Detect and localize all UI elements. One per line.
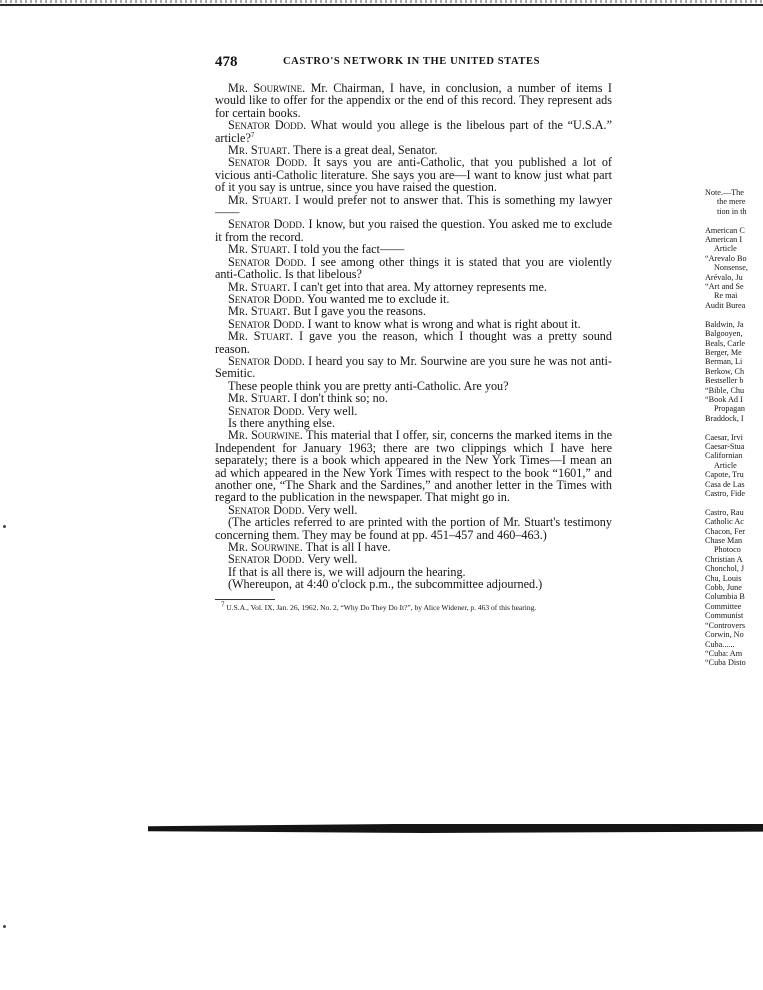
paragraph-text: I can't get into that area. My attorney represents me. xyxy=(290,279,547,294)
paragraph-text: I want to know what is wrong and what is right about it. xyxy=(304,316,581,331)
speaker-name: Mr. Stuart. xyxy=(228,242,291,257)
paragraph-text: Very well. xyxy=(304,403,358,418)
paragraph-text: Is there anything else. xyxy=(228,415,335,430)
index-entry: Re mai xyxy=(714,291,738,301)
page-bottom-shadow xyxy=(148,824,763,833)
paragraph-text: I told you the fact—— xyxy=(290,242,405,257)
speaker-name: Mr. Stuart. xyxy=(228,279,291,294)
index-entry: Caesar-Stua xyxy=(705,441,745,451)
index-entry: Casa de Las xyxy=(705,479,745,489)
paragraph-text: Mr. Chairman, I have, in conclusion, a number of items I would like to offer for the appendix or the end of this record. They represent ads for certain books. xyxy=(215,81,612,120)
index-entry: Photoco xyxy=(714,545,741,555)
testimony-body xyxy=(215,82,612,612)
paragraph-text: What would you allege is the libelous part of the “U.S.A.” article? xyxy=(215,118,612,145)
index-entry: Nonsense, xyxy=(714,263,748,273)
index-entry xyxy=(705,216,763,225)
index-entry: Article xyxy=(714,460,737,470)
adjacent-page-index-fragment xyxy=(705,188,763,668)
paragraph-text: That is all I have. xyxy=(302,540,391,555)
speaker-name: Senator Dodd. xyxy=(228,502,305,517)
paragraph-text: It says you are anti-Catholic, that you published a lot of vicious anti-Catholic literature. She says you are—I want to know just what part of it you say is untrue, since you have raised the question. xyxy=(215,155,612,195)
paragraph-text: This material that I offer, sir, concerns the marked items in the Independent for January 1963; there are two clippings which I have here separately; there is a book which appeared in the New York Times—I mean an ad which appeared in the New York Times with respect to the book “1601,” and another one, “The Shark and the Sardines,” and another letter in the Times with regard to the publication in the newspaper. That might go in. xyxy=(215,428,612,505)
index-entry: Cuba...... xyxy=(705,639,735,649)
paragraph-text: I know, but you raised the question. You asked me to exclude it from the record. xyxy=(215,217,613,244)
index-entry: Audit Burea xyxy=(705,300,746,310)
index-entry: Propagan xyxy=(714,404,745,414)
speaker-name: Mr. Stuart. xyxy=(228,391,291,406)
speaker-name: Mr. Stuart. xyxy=(228,329,294,344)
testimony-paragraph xyxy=(215,330,612,355)
paragraph-text: These people think you are pretty anti-Catholic. Are you? xyxy=(228,378,509,393)
page-header xyxy=(215,54,615,74)
testimony-paragraph xyxy=(215,256,612,281)
index-entry: Communist xyxy=(705,611,744,621)
index-entry: “Arevalo Bo xyxy=(705,253,747,263)
testimony-paragraph xyxy=(215,218,612,243)
running-head: CASTRO'S NETWORK IN THE UNITED STATES xyxy=(283,56,541,67)
index-entry: Chase Man xyxy=(705,536,743,546)
speaker-name: Senator Dodd. xyxy=(228,403,305,418)
testimony-paragraph xyxy=(215,194,612,219)
paragraph-text: You wanted me to exclude it. xyxy=(304,291,450,306)
testimony-paragraph xyxy=(215,119,612,144)
testimony-paragraph xyxy=(215,516,612,541)
index-entry: the mere xyxy=(717,197,746,207)
speaker-name: Senator Dodd. xyxy=(228,316,305,331)
index-entry: Castro, Fide xyxy=(705,489,746,498)
paragraph-text: I heard you say to Mr. Sourwine are you sure he was not anti-Semitic. xyxy=(215,353,612,381)
index-entry: “Cuba Disto xyxy=(705,658,746,668)
testimony-paragraph xyxy=(215,578,612,590)
paragraph-text: I don't think so; no. xyxy=(290,391,388,406)
index-entry: Corwin, No xyxy=(705,630,744,640)
index-entry: “Cuba: Am xyxy=(705,648,743,658)
index-entry: Bestseller b xyxy=(705,376,744,386)
speaker-name: Mr. Sourwine. xyxy=(228,540,303,555)
speaker-name: Senator Dodd. xyxy=(228,217,305,232)
speaker-name: Mr. Sourwine. xyxy=(228,428,303,443)
index-entry: “Art and Se xyxy=(705,282,744,292)
footnote-marker: 7 xyxy=(221,600,225,609)
speaker-name: Mr. Stuart. xyxy=(228,192,292,207)
page-top-rule xyxy=(0,4,763,6)
index-entry: Article xyxy=(714,244,737,254)
index-entry: Baldwin, Ja xyxy=(705,319,744,329)
paragraph-text: (Whereupon, at 4:40 o'clock p.m., the subcommittee adjourned.) xyxy=(228,577,543,592)
paragraph-text: I gave you the reason, which I thought was a pretty sound reason. xyxy=(215,329,612,356)
index-entry: Committee xyxy=(705,601,742,611)
index-entry: Californian xyxy=(705,451,743,461)
speaker-name: Senator Dodd. xyxy=(228,254,307,269)
paragraph-text: If that is all there is, we will adjourn the hearing. xyxy=(228,564,466,579)
index-entry: Chonchol, J xyxy=(705,564,745,574)
index-entry: American I xyxy=(705,235,743,245)
index-entry: “Book Ad I xyxy=(705,394,743,404)
speaker-name: Mr. Stuart. xyxy=(228,143,291,158)
testimony-paragraph xyxy=(215,156,612,193)
speaker-name: Senator Dodd. xyxy=(228,291,305,306)
testimony-paragraph xyxy=(215,82,612,119)
index-entry: Berger, Me xyxy=(705,347,742,357)
index-entry: Berman, Li xyxy=(705,357,743,367)
speaker-name: Senator Dodd. xyxy=(228,155,308,170)
footnote-text: U.S.A., Vol. IX, Jan. 26, 1962, No. 2, “Why Do They Do It?”, by Alice Widener, p. 463 of this hearing. xyxy=(224,602,537,612)
page-number: 478 xyxy=(215,54,238,70)
paragraph-text: (The articles referred to are printed with the portion of Mr. Stuart's testimony concerning them. They may be found at pp. 451–457 and 460–463.) xyxy=(215,515,612,542)
index-entry: Berkow, Ch xyxy=(705,366,745,376)
binding-mark xyxy=(3,525,6,528)
index-entry: Caesar, Irvi xyxy=(705,432,743,442)
index-entry xyxy=(705,498,763,507)
footnote-reference: 7 xyxy=(250,130,255,139)
speaker-name: Senator Dodd. xyxy=(228,353,305,368)
speaker-name: Senator Dodd. xyxy=(228,552,305,567)
index-entry: “Controvers xyxy=(705,620,746,630)
paragraph-list xyxy=(215,82,612,591)
paragraph-text: Very well. xyxy=(304,502,358,517)
index-entry: Columbia B xyxy=(705,592,745,602)
index-entry: Christian A xyxy=(705,554,743,564)
paragraph-text: I would prefer not to answer that. This is something my lawyer—— xyxy=(215,192,612,220)
index-entry xyxy=(705,310,763,319)
paragraph-text: But I gave you the reasons. xyxy=(290,304,426,319)
speaker-name: Mr. Stuart. xyxy=(228,304,291,319)
paragraph-text: There is a great deal, Senator. xyxy=(290,143,438,158)
index-entry: Cobb, June xyxy=(705,583,742,593)
index-entry: Castro, Rau xyxy=(705,507,744,517)
index-entry: Braddock, I xyxy=(705,413,744,423)
index-entry: Beals, Carle xyxy=(705,338,746,348)
speaker-name: Mr. Sourwine. xyxy=(228,81,306,95)
paragraph-text: I see among other things it is stated that you are violently anti-Catholic. Is that libelous? xyxy=(215,254,612,282)
index-entry: “Bible, Chu xyxy=(705,385,745,395)
testimony-paragraph xyxy=(215,355,612,380)
paragraph-text: Very well. xyxy=(304,552,358,567)
index-entry: Note.—The xyxy=(705,188,744,197)
index-entry: Catholic Ac xyxy=(705,517,744,527)
index-entry: American C xyxy=(705,225,745,235)
index-entry: tion in th xyxy=(717,206,747,216)
index-entry: Chu, Louis xyxy=(705,573,742,583)
page-top-edge xyxy=(0,0,763,3)
speaker-name: Senator Dodd. xyxy=(228,118,307,133)
index-entry: Arévalo, Ju xyxy=(705,272,743,282)
index-entry: Capote, Tru xyxy=(705,470,744,480)
testimony-paragraph xyxy=(215,429,612,503)
footnote xyxy=(215,600,612,612)
binding-mark xyxy=(3,925,6,928)
index-entry: Balgooyen, xyxy=(705,329,743,339)
index-entry: Chacon, Fer xyxy=(705,526,746,536)
index-entry xyxy=(705,423,763,432)
